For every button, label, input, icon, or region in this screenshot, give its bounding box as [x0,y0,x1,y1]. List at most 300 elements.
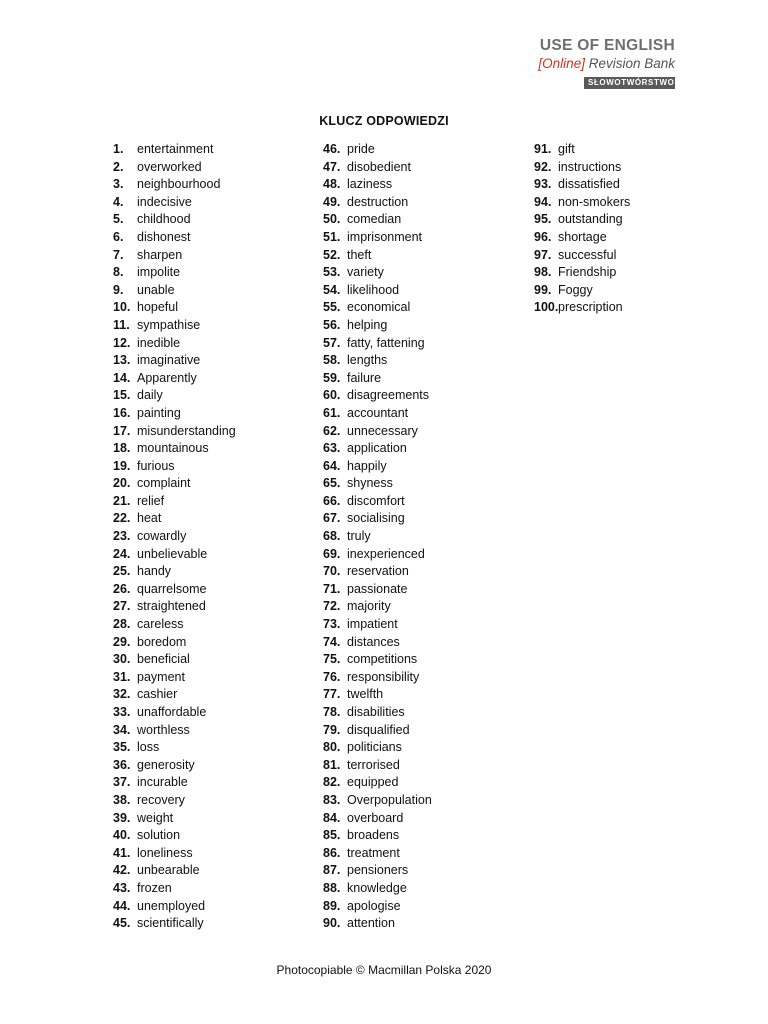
answer-row [323,915,432,933]
answer-number: 27. [113,599,131,614]
answer-row [113,862,236,880]
answer-word: outstanding [558,212,623,227]
answer-number: 3. [113,177,124,192]
answer-row [323,598,432,616]
answer-number: 91. [534,142,552,156]
answer-number: 7. [113,247,124,262]
answer-row [113,211,236,229]
answer-row [323,194,432,212]
answer-number: 34. [113,722,131,737]
answer-row [113,475,236,493]
answer-word: misunderstanding [137,423,236,438]
answer-word: cashier [137,687,178,702]
answer-row [323,510,432,528]
answer-word: attention [347,916,395,931]
brand-tag: SŁOWOTWÓRSTWO [584,77,675,89]
answer-number: 59. [323,370,341,385]
answer-row [323,423,432,441]
answer-number: 98. [534,265,552,280]
answer-number: 74. [323,634,341,649]
answer-word: disqualified [347,722,410,737]
answer-row [323,141,432,159]
answer-number: 87. [323,863,341,878]
answer-row [113,317,236,335]
answer-number: 8. [113,265,124,280]
answer-number: 92. [534,159,552,174]
answer-column-2 [323,141,432,933]
answer-word: overboard [347,810,404,825]
answer-word: application [347,441,407,456]
answer-row [113,440,236,458]
answer-row [113,194,236,212]
answer-word: pride [347,142,375,156]
answer-number: 28. [113,617,131,632]
answer-word: unemployed [137,898,206,913]
answer-number: 40. [113,828,131,843]
answer-number: 10. [113,300,131,315]
answer-row [323,704,432,722]
answer-word: hopeful [137,300,179,315]
answer-word: sharpen [137,247,183,262]
footer-copyright: Photocopiable © Macmillan Polska 2020 [276,963,492,977]
answer-row [534,159,630,177]
answer-number: 48. [323,177,341,192]
answer-word: Friendship [558,265,617,280]
answer-word: scientifically [137,916,204,931]
answer-word: terrorised [347,757,400,772]
answer-number: 43. [113,880,131,895]
answer-word: neighbourhood [137,177,221,192]
answer-number: 63. [323,441,341,456]
answer-number: 66. [323,493,341,508]
answer-number: 57. [323,335,341,350]
answer-word: loss [137,740,160,755]
answer-word: loneliness [137,845,193,860]
answer-word: entertainment [137,142,214,156]
answer-row [323,546,432,564]
answer-word: quarrelsome [137,581,207,596]
answer-row [113,229,236,247]
answer-word: truly [347,529,371,544]
answer-word: disabilities [347,705,405,719]
answer-word: majority [347,599,391,614]
answer-word: helping [347,317,388,332]
answer-row [323,387,432,405]
answer-number: 70. [323,564,341,579]
answer-row [113,757,236,775]
answer-number: 32. [113,687,131,702]
answer-word: successful [558,247,617,262]
answer-word: imaginative [137,353,201,368]
answer-number: 85. [323,828,341,843]
answer-word: daily [137,388,163,403]
answer-word: handy [137,564,172,579]
answer-number: 94. [534,194,552,209]
answer-word: prescription [558,300,623,315]
answer-row [113,546,236,564]
answer-number: 1. [113,142,124,156]
answer-number: 96. [534,229,552,244]
answer-row [323,845,432,863]
answer-word: treatment [347,845,400,860]
answer-row [113,669,236,687]
answer-row [113,423,236,441]
answer-word: shyness [347,476,393,491]
answer-word: variety [347,265,384,280]
answer-number: 38. [113,792,131,807]
answer-word: failure [347,370,382,385]
answer-word: equipped [347,775,399,790]
answer-number: 26. [113,581,131,596]
answer-number: 16. [113,405,131,420]
answer-row [323,176,432,194]
answer-row [113,722,236,740]
answer-number: 78. [323,705,341,719]
answer-number: 17. [113,423,131,438]
answer-row [323,299,432,317]
answer-number: 35. [113,740,131,755]
answer-row [323,827,432,845]
answer-row [113,915,236,933]
answer-row [113,141,236,159]
answer-row [323,757,432,775]
page-heading: KLUCZ ODPOWIEDZI [319,114,449,128]
answer-number: 77. [323,687,341,702]
answer-number: 13. [113,353,131,368]
answer-row [113,598,236,616]
answer-word: impatient [347,617,398,632]
answer-number: 97. [534,247,552,262]
answer-number: 20. [113,476,131,491]
answer-word: twelfth [347,687,384,702]
answer-row [113,880,236,898]
answer-number: 99. [534,282,552,297]
answer-number: 42. [113,863,131,878]
answer-row [534,141,630,159]
answer-word: weight [137,810,174,825]
answer-row [323,686,432,704]
answer-word: non-smokers [558,194,631,209]
answer-row [323,317,432,335]
answer-row [113,845,236,863]
answer-row [113,299,236,317]
answer-number: 19. [113,458,131,473]
answer-row [323,774,432,792]
answer-row [323,475,432,493]
answer-number: 93. [534,177,552,192]
answer-word: imprisonment [347,229,423,244]
answer-word: destruction [347,194,409,209]
answer-row [323,159,432,177]
answer-number: 62. [323,423,341,438]
answer-word: worthless [137,722,190,737]
answer-word: payment [137,669,185,684]
answer-number: 95. [534,212,552,227]
answer-row [534,211,630,229]
answer-row [323,739,432,757]
answer-row [323,211,432,229]
answer-word: happily [347,458,387,473]
answer-number: 79. [323,722,341,737]
answer-row [113,634,236,652]
answer-word: sympathise [137,317,201,332]
answer-number: 84. [323,810,341,825]
answer-number: 52. [323,247,341,262]
answer-word: fatty, fattening [347,335,425,350]
answer-word: gift [558,142,575,156]
answer-number: 81. [323,757,341,772]
answer-number: 82. [323,775,341,790]
answer-row [323,669,432,687]
answer-word: frozen [137,880,172,895]
answer-number: 24. [113,546,131,561]
answer-number: 58. [323,353,341,368]
answer-word: furious [137,458,175,473]
answer-word: competitions [347,652,418,667]
answer-number: 64. [323,458,341,473]
answer-word: politicians [347,740,402,755]
answer-word: socialising [347,511,405,526]
answer-number: 50. [323,212,341,227]
answer-row [113,528,236,546]
answer-number: 22. [113,511,131,526]
answer-number: 69. [323,546,341,561]
answer-row [323,651,432,669]
answer-word: accountant [347,405,409,420]
answer-word: childhood [137,212,191,227]
answer-number: 76. [323,669,341,684]
answer-word: passionate [347,581,408,596]
answer-word: mountainous [137,441,209,456]
answer-word: reservation [347,564,409,579]
answer-number: 41. [113,845,131,860]
answer-word: responsibility [347,669,420,684]
answer-row [113,370,236,388]
answer-word: pensioners [347,863,409,878]
answer-word: instructions [558,159,622,174]
answer-word: laziness [347,177,393,192]
answer-number: 71. [323,581,341,596]
answer-row [323,335,432,353]
answer-row [113,616,236,634]
answer-word: unnecessary [347,423,418,438]
answer-column-3 [534,141,630,317]
answer-word: solution [137,828,181,843]
answer-word: inexperienced [347,546,425,561]
brand-title: USE OF ENGLISH [539,37,675,54]
answer-word: likelihood [347,282,400,297]
answer-row [113,651,236,669]
answer-row [323,458,432,476]
answer-word: incurable [137,775,188,790]
answer-row [323,247,432,265]
answer-number: 12. [113,335,131,350]
answer-number: 83. [323,792,341,807]
answer-number: 75. [323,652,341,667]
answer-number: 61. [323,405,341,420]
answer-row [113,774,236,792]
answer-number: 55. [323,300,341,315]
answer-word: boredom [137,634,187,649]
answer-number: 2. [113,159,124,174]
answer-row [113,827,236,845]
answer-word: discomfort [347,493,405,508]
answer-number: 100. [534,300,559,315]
answer-row [534,282,630,300]
answer-row [113,264,236,282]
answer-row [113,493,236,511]
answer-row [113,405,236,423]
answer-number: 72. [323,599,341,614]
answer-word: apologise [347,898,401,913]
answer-number: 21. [113,493,131,508]
answer-number: 46. [323,142,341,156]
answer-word: indecisive [137,194,192,209]
answer-row [323,862,432,880]
answer-number: 54. [323,282,341,297]
answer-row [323,722,432,740]
answer-row [323,370,432,388]
answer-row [113,387,236,405]
brand-subtitle-online: [Online] [538,56,585,71]
answer-number: 18. [113,441,131,456]
answer-word: comedian [347,212,402,227]
answer-word: relief [137,493,165,508]
answer-row [323,634,432,652]
answer-row [113,176,236,194]
answer-word: economical [347,300,411,315]
answer-word: generosity [137,757,195,772]
answer-number: 36. [113,757,131,772]
answer-number: 30. [113,652,131,667]
answer-row [323,581,432,599]
answer-number: 49. [323,194,341,209]
answer-number: 68. [323,529,341,544]
answer-word: heat [137,511,162,526]
answer-word: straightened [137,599,206,614]
answer-row [113,792,236,810]
answer-number: 51. [323,229,341,244]
answer-word: beneficial [137,652,190,667]
answer-row [323,528,432,546]
answer-number: 80. [323,740,341,755]
answer-row [323,493,432,511]
answer-row [323,352,432,370]
answer-number: 4. [113,194,124,209]
answer-number: 44. [113,898,131,913]
answer-column-1 [113,141,236,933]
answer-row [113,563,236,581]
answer-row [113,581,236,599]
answer-row [113,739,236,757]
answer-number: 25. [113,564,131,579]
answer-word: dishonest [137,229,191,244]
answer-word: disagreements [347,388,429,403]
answer-number: 14. [113,370,131,385]
brand-logo [538,37,675,90]
brand-subtitle [538,56,675,72]
answer-word: impolite [137,265,181,280]
answer-word: Overpopulation [347,792,432,807]
answer-word: unaffordable [137,705,207,719]
answer-row [113,458,236,476]
answer-number: 11. [113,317,130,332]
answer-word: distances [347,634,400,649]
answer-number: 15. [113,388,131,403]
answer-number: 73. [323,617,341,632]
answer-row [113,686,236,704]
answer-number: 67. [323,511,341,526]
answer-row [113,704,236,722]
answer-number: 6. [113,229,124,244]
answer-word: disobedient [347,159,411,174]
answer-row [323,405,432,423]
answer-word: unbearable [137,863,200,878]
answer-row [113,335,236,353]
answer-number: 89. [323,898,341,913]
answer-number: 53. [323,265,341,280]
answer-row [323,229,432,247]
answer-row [113,810,236,828]
answer-number: 60. [323,388,341,403]
answer-number: 31. [113,669,131,684]
answer-word: theft [347,247,372,262]
answer-number: 33. [113,705,131,719]
answer-row [534,229,630,247]
answer-row [113,159,236,177]
answer-row [323,563,432,581]
answer-row [323,282,432,300]
answer-number: 5. [113,212,124,227]
answer-row [113,352,236,370]
answer-row [534,194,630,212]
answer-number: 29. [113,634,131,649]
answer-number: 23. [113,529,131,544]
answer-word: shortage [558,229,607,244]
answer-word: unable [137,282,175,297]
answer-number: 90. [323,916,341,931]
answer-row [323,440,432,458]
answer-row [323,810,432,828]
answer-word: careless [137,617,184,632]
answer-number: 9. [113,282,124,297]
answer-word: dissatisfied [558,177,620,192]
answer-word: broadens [347,828,400,843]
answer-row [113,282,236,300]
answer-row [113,898,236,916]
answer-word: complaint [137,476,191,491]
answer-word: Foggy [558,282,593,297]
answer-word: unbelievable [137,546,208,561]
answer-number: 86. [323,845,341,860]
answer-row [323,264,432,282]
answer-row [323,616,432,634]
answer-word: knowledge [347,880,407,895]
answer-row [534,264,630,282]
answer-row [323,880,432,898]
answer-word: inedible [137,335,181,350]
answer-word: painting [137,405,181,420]
answer-word: cowardly [137,529,187,544]
brand-subtitle-rest: Revision Bank [584,56,675,71]
answer-number: 37. [113,775,131,790]
answer-number: 65. [323,476,341,491]
answer-number: 39. [113,810,131,825]
answer-word: overworked [137,159,202,174]
answer-word: Apparently [137,370,197,385]
answer-row [113,247,236,265]
answer-number: 88. [323,880,341,895]
